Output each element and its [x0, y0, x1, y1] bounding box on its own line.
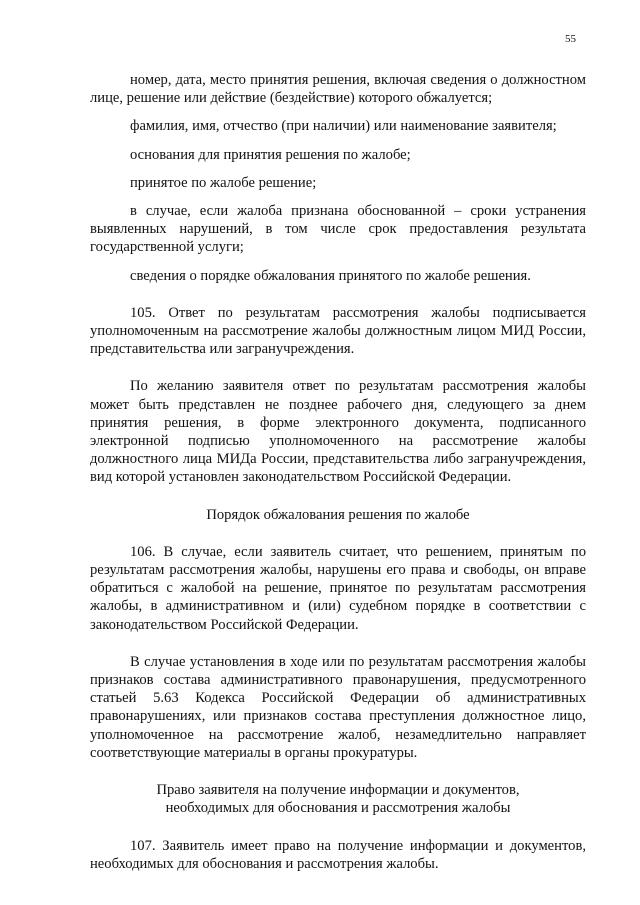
section-heading: [90, 781, 586, 817]
paragraph: принятое по жалобе решение;: [130, 174, 317, 191]
paragraph: фамилия, имя, отчество (при наличии) или наименование заявителя;: [130, 118, 557, 135]
paragraph-105: 105. Ответ по результатам рассмотрения жалобы подписывается уполномоченным на рассмотрение жалобы должностным лицом МИД России, представительства или загранучреждения.: [90, 304, 586, 358]
section-heading: Порядок обжалования решения по жалобе: [206, 506, 470, 523]
page-number: 55: [565, 33, 576, 45]
paragraph: основания для принятия решения по жалобе;: [130, 146, 411, 163]
section-heading-line: необходимых для обоснования и рассмотрения жалобы: [165, 800, 511, 817]
section-heading-line: Право заявителя на получение информации и документов,: [156, 782, 520, 799]
paragraph-107: 107. Заявитель имеет право на получение информации и документов, необходимых для обоснования и рассмотрения жалобы.: [90, 837, 586, 872]
paragraph: номер, дата, место принятия решения, включая сведения о должностном лице, решение или действие (бездействие) которого обжалуется;: [90, 72, 586, 107]
paragraph: В случае установления в ходе или по результатам рассмотрения жалобы признаков состава административного правонарушения, предусмотренного статьей 5.63 Кодекса Российской Федерации об административных правонарушениях, или признаков состава преступления должностное лицо, уполномоченное на рассмотрение жалоб, незамедлительно направляет соответствующие материалы в органы прокуратуры.: [90, 653, 586, 761]
document-body: [90, 71, 586, 873]
paragraph-106: 106. В случае, если заявитель считает, что решением, принятым по результатам рассмотрения жалобы, нарушены его права и свободы, он вправе обратиться с жалобой на решение, принятое по результатам рассмотрения жалобы, в административном и (или) судебном порядке в соответствии с законодательством Российской Федерации.: [90, 543, 586, 633]
paragraph: в случае, если жалоба признана обоснованной – сроки устранения выявленных нарушений, в том числе срок предоставления результата государственной услуги;: [90, 203, 586, 256]
paragraph: По желанию заявителя ответ по результатам рассмотрения жалобы может быть представлен не позднее рабочего дня, следующего за днем принятия решения, в форме электронного документа, подписанного электронной подписью уполномоченного на рассмотрение жалобы должностного лица МИДа России, представительства либо загранучреждения, вид которой установлен законодательством Российской Федерации.: [90, 378, 586, 486]
paragraph: сведения о порядке обжалования принятого по жалобе решения.: [130, 267, 531, 284]
